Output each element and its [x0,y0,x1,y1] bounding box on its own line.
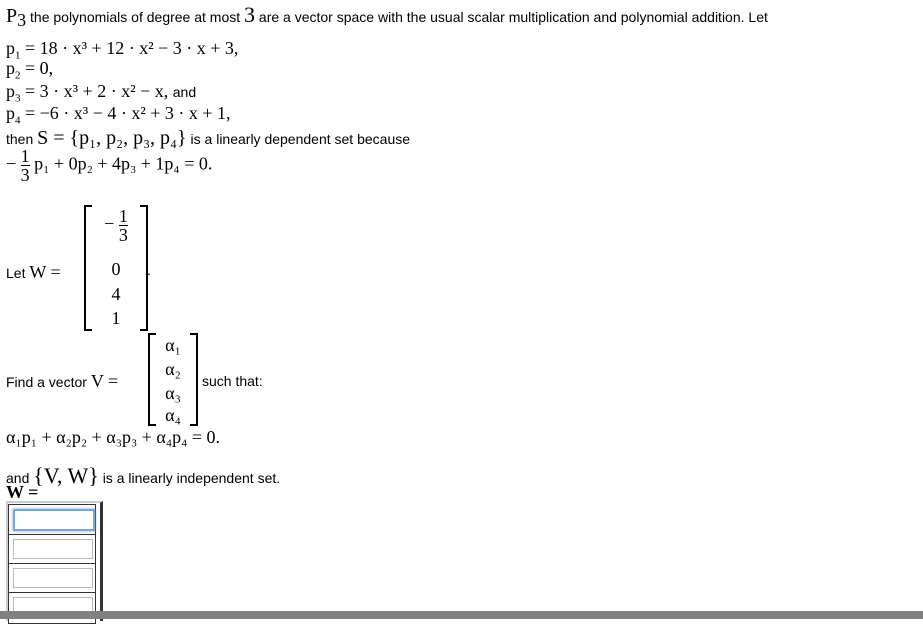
answer-input-2[interactable] [13,539,93,559]
answer-label: W = [6,482,39,502]
intro-line [6,2,768,31]
dependence-combination: − $\frac{1}{3}$ p₁ + 0p₂ + 4p₃ + 1p₄ = 0. [6,146,213,185]
alpha-equation: α₁p₁ + α₂p₂ + α₃p₃ + α₄p₄ = 0. [6,427,221,447]
degree: 3 [244,2,256,27]
answer-input-3[interactable] [13,568,93,588]
v-suffix: such that: [202,373,263,389]
v-label: Find a vector V = [6,371,119,391]
poly-p4: $p_4 = -6 \cdot x^3 - 4 \cdot x^2 + 3 \cdot x + 1$, [6,103,231,127]
intro-text2: are a vector space with the usual scalar multiplication and polynomial addition. Let [258,9,768,25]
w-label: Let W = [6,262,61,282]
space-sub: 3 [17,9,27,30]
v-matrix: α₁ α₂ α₃ α₄ [148,333,198,426]
poly-p2: $p_2 = 0$, [6,58,54,82]
horizontal-scrollbar[interactable] [0,611,923,619]
w-matrix: − $\frac{1}{3}$ 0 4 1 [84,205,148,331]
poly-p1: $p_1 = 18 \cdot x^3 + 12 \cdot x^2 - 3 \cdot x + 3$, [6,38,239,62]
poly-p3: $p_3 = 3 \cdot x^3 + 2 \cdot x^2 - x$, and [6,81,197,105]
independence-line: and {V, W} is a linearly independent set. [6,463,281,488]
w-period: . [147,262,151,278]
answer-input-1[interactable] [13,509,95,531]
then-line: then S = {p₁, p₂, p₃, p₄} is a linearly dependent set because [6,127,411,149]
set-s: S = {p₁, p₂, p₃, p₄} [37,127,187,149]
space-symbol: P [6,5,18,27]
intro-text: the polynomials of degree at most [30,9,241,25]
